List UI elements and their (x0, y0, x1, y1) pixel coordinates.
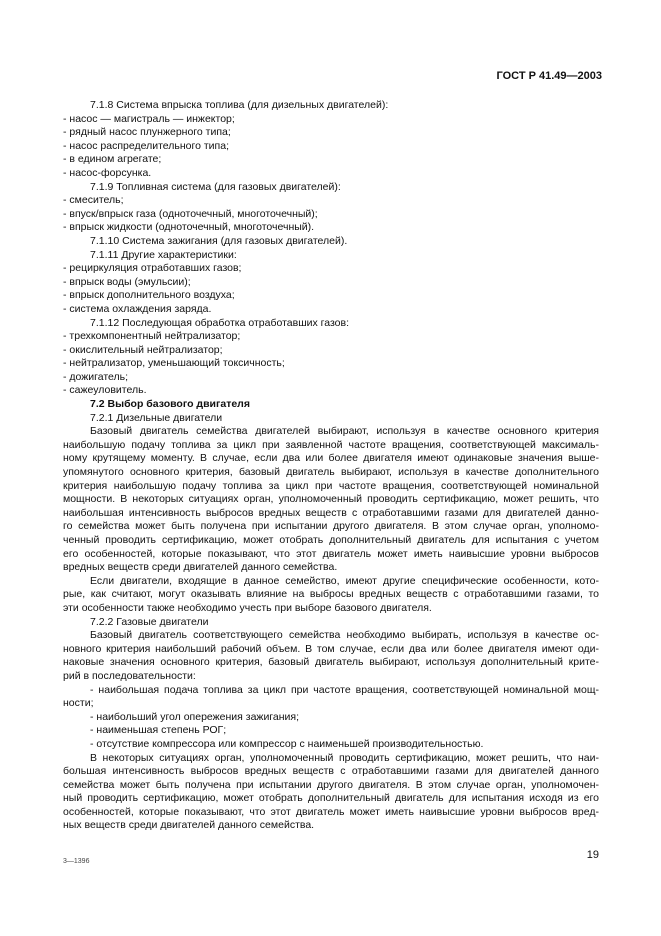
text-line: - отсутствие компрессора или компрессор с наименьшей производительностью. (90, 737, 484, 750)
text-line: - сажеуловитель. (63, 384, 147, 397)
text-line: - в едином агрегате; (63, 153, 162, 166)
text-line: 7.2 Выбор базового двигателя (90, 398, 250, 411)
text-line: ных веществ среди двигателей данного семейства. (63, 819, 315, 832)
text-line: новного критерия наибольший рабочий объем. В том случае, если два или более двигателя имеют оди- (63, 642, 599, 655)
text-line: наковые значения основного критерия, базовый двигатель выбирают, используя дополнительный крите- (63, 656, 599, 669)
text-line: В некоторых ситуациях орган, уполномоченный проводить сертификацию, может решить, что наи- (90, 751, 599, 764)
text-line: го семейства может быть получена при испытании другого двигателя. В этом случае орган, уполномо- (63, 520, 599, 533)
text-line: наибольшую подачу топлива за цикл при заявленной частоте вращения, соответствующей максималь- (63, 438, 599, 451)
text-line: ному крутящему моменту. В случае, если два или более двигателя имеют одинаковые значения выше- (63, 452, 599, 465)
text-line: - впрыск жидкости (одноточечный, многоточечный). (63, 221, 315, 234)
text-line: - впрыск воды (эмульсии); (63, 275, 191, 288)
text-line: - смеситель; (63, 194, 124, 207)
text-line: наибольшая интенсивность выбросов вредных веществ с отработавшими газами для двигателей данно- (63, 506, 599, 519)
text-line: - дожигатель; (63, 370, 129, 383)
text-line: - наибольший угол опережения зажигания; (90, 710, 300, 723)
text-line: семейства может быть получена при испытании другого двигателя. В этом случае орган, уполномочен- (63, 778, 599, 791)
text-line: эти особенности также необходимо учесть при выборе базового двигателя. (63, 601, 432, 614)
text-line: - рядный насос плунжерного типа; (63, 126, 231, 139)
text-line: вредных веществ среди двигателей данного семейства. (63, 561, 338, 574)
text-line: ный проводить сертификацию, может отобрать дополнительный двигатель для испытания исходя из его (63, 792, 599, 805)
text-line: - впрыск дополнительного воздуха; (63, 289, 235, 302)
text-line: 7.2.2 Газовые двигатели (90, 615, 209, 628)
document-code-header: ГОСТ Р 41.49—2003 (496, 70, 602, 82)
text-line: - впуск/впрыск газа (одноточечный, многоточечный); (63, 207, 318, 220)
document-body (63, 99, 599, 833)
text-line: - наибольшая подача топлива за цикл при частоте вращения, соответствующей номинальной мощ- (90, 683, 599, 696)
text-line: - насос-форсунка. (63, 166, 152, 179)
text-line: мощности. В некоторых ситуациях орган, уполномоченный проводить сертификацию, может решить, что (63, 493, 599, 506)
text-line: 7.1.11 Другие характеристики: (90, 248, 237, 261)
text-line: ченный проводить сертификацию, может отобрать дополнительный двигатель для испытания с учетом (63, 534, 599, 546)
text-line: Базовый двигатель соответствующего семейства необходимо выбирать, используя в качестве ос- (90, 629, 599, 642)
text-line: - насос распределительного типа; (63, 139, 229, 152)
text-line: - насос — магистраль — инжектор; (63, 112, 235, 125)
text-line: 7.2.1 Дизельные двигатели (90, 411, 223, 424)
text-line: рые, как считают, могут оказывать влияние на выбросы вредных веществ с отработавшими газами, то (63, 588, 599, 601)
text-line: особенностей, которые показывают, что этот двигатель может иметь наивысшие уровни выбросов вред- (63, 805, 599, 818)
text-line: - трехкомпонентный нейтрализатор; (63, 330, 241, 343)
text-line: - нейтрализатор, уменьшающий токсичность; (63, 357, 285, 370)
text-line: ности; (63, 697, 94, 710)
text-line: - система охлаждения заряда. (63, 302, 212, 315)
text-line: Базовый двигатель семейства двигателей выбирают, используя в качестве основного критерия (90, 425, 599, 438)
page-number: 19 (586, 849, 599, 861)
print-mark: 3—1396 (63, 858, 90, 865)
text-line: 7.1.8 Система впрыска топлива (для дизельных двигателей): (90, 99, 389, 111)
text-line: критерия наибольшую подачу топлива за цикл при частоте вращения, соответствующей номинальной (63, 479, 599, 492)
text-line: 7.1.12 Последующая обработка отработавших газов: (90, 316, 349, 329)
text-line: упомянутого основного критерия, базовый двигатель выбирают, используя в качестве дополнительного (63, 466, 599, 479)
text-line: рий в последовательности: (63, 669, 196, 682)
text-line: 7.1.10 Система зажигания (для газовых двигателей). (90, 234, 348, 247)
text-line: Если двигатели, входящие в данное семейство, имеют другие специфические особенности, кото- (90, 574, 599, 587)
text-line: 7.1.9 Топливная система (для газовых двигателей): (90, 180, 341, 193)
text-line: - рециркуляция отработавших газов; (63, 262, 242, 275)
text-line: его особенностей, которые показывают, что этот двигатель может иметь наивысшие уровни выбросов (63, 547, 599, 560)
text-line: - окислительный нейтрализатор; (63, 343, 223, 356)
text-line: большая интенсивность выбросов вредных веществ с отработавшими газами для двигателей данного (63, 765, 599, 778)
text-line: - наименьшая степень РОГ; (90, 724, 227, 737)
